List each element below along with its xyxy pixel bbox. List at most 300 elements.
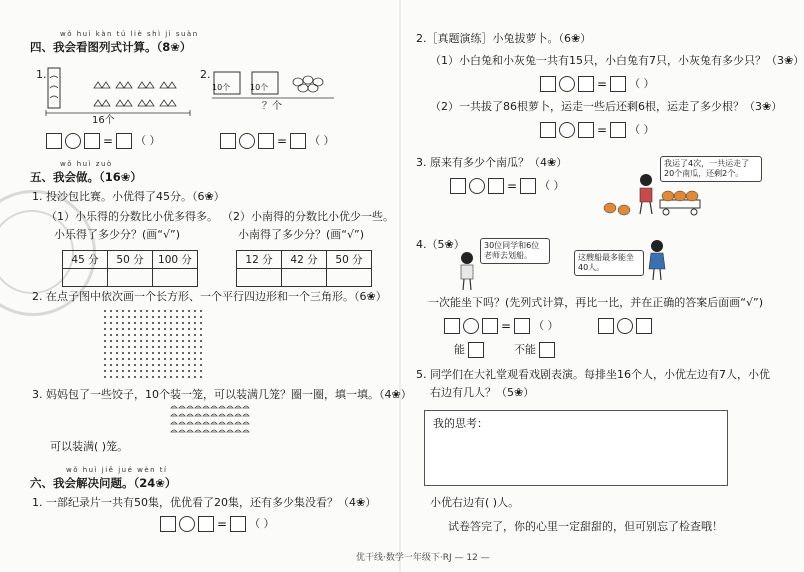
answer-box[interactable] <box>578 76 594 92</box>
dumpling-icon <box>195 406 201 408</box>
grid-dot <box>164 334 166 336</box>
grid-dot <box>104 322 106 324</box>
grid-dot <box>176 370 178 372</box>
r-q5-answer: 小优右边有( )人。 <box>430 496 520 509</box>
option-cell[interactable]: 45 分 <box>63 251 108 269</box>
p1-number: 1. <box>36 68 47 81</box>
grid-dot <box>182 322 184 324</box>
grid-dot <box>122 340 124 342</box>
grid-dot <box>164 352 166 354</box>
dumpling-icon <box>219 414 225 416</box>
answer-box[interactable] <box>520 178 536 194</box>
grid-dot <box>182 352 184 354</box>
dumpling-icon <box>243 430 249 432</box>
dot-grid[interactable] <box>104 310 206 382</box>
grid-dot <box>140 334 142 336</box>
p1-equation: = （ ） <box>46 133 161 149</box>
r-q4-text: 一次能坐下吗？(先列式计算，再比一比，并在正确的答案后面画“√”) <box>428 296 763 309</box>
operator-circle[interactable] <box>239 133 255 149</box>
closing-remark: 试卷答完了，你的心里一定甜甜的，但可别忘了检查哦！ <box>448 520 723 533</box>
thinking-area[interactable] <box>424 410 728 486</box>
grid-dot <box>146 346 148 348</box>
grid-dot <box>110 316 112 318</box>
grid-dot <box>176 346 178 348</box>
section5-pinyin: wǒ huì zuò <box>60 160 113 168</box>
grid-dot <box>122 328 124 330</box>
s5-q1a: （1）小乐得的分数比小优多得多。 <box>46 210 218 223</box>
page-fold <box>399 0 401 572</box>
grid-dot <box>194 316 196 318</box>
grid-dot <box>116 328 118 330</box>
operator-circle[interactable] <box>559 76 575 92</box>
grid-dot <box>158 352 160 354</box>
grid-dot <box>200 310 202 312</box>
dumpling-icon <box>203 430 209 432</box>
dumpling-icon <box>203 414 209 416</box>
grid-dot <box>128 310 130 312</box>
dumpling-icon <box>187 422 193 424</box>
answer-box[interactable] <box>84 133 100 149</box>
grid-dot <box>140 364 142 366</box>
grid-dot <box>146 334 148 336</box>
answer-box[interactable] <box>578 122 594 138</box>
grid-dot <box>176 334 178 336</box>
option-cell[interactable]: 42 分 <box>282 251 327 269</box>
r-q5-line1: 5. 同学们在大礼堂观看戏剧表演。每排坐16个人，小优左边有7人，小优 <box>416 368 770 381</box>
grid-dot <box>188 334 190 336</box>
grid-dot <box>176 322 178 324</box>
s6-q1: 1. 一部纪录片一共有50集，优优看了20集，还有多少集没看？（4❀） <box>32 496 377 509</box>
grid-dot <box>170 346 172 348</box>
flower-icon: ❀ <box>391 388 401 401</box>
s5-q1b: （2）小南得的分数比小优少一些。 <box>222 210 394 223</box>
grid-dot <box>128 316 130 318</box>
grid-dot <box>134 316 136 318</box>
grid-dot <box>134 358 136 360</box>
grid-dot <box>110 328 112 330</box>
p2-number: 2. <box>200 68 211 81</box>
dumpling-icon <box>187 430 193 432</box>
grid-dot <box>110 352 112 354</box>
answer-box[interactable] <box>258 133 274 149</box>
dumpling-icon <box>243 406 249 408</box>
check-cell[interactable] <box>282 269 327 287</box>
flower-icon: ❀ <box>170 40 180 54</box>
grid-dot <box>176 328 178 330</box>
grid-dot <box>110 370 112 372</box>
grid-dot <box>152 364 154 366</box>
answer-box[interactable] <box>540 122 556 138</box>
grid-dot <box>140 346 142 348</box>
dumpling-icon <box>179 414 185 416</box>
grid-dot <box>140 310 142 312</box>
grid-dot <box>134 334 136 336</box>
grid-dot <box>104 370 106 372</box>
grid-dot <box>116 340 118 342</box>
dumpling-icon <box>171 430 177 432</box>
grid-dot <box>122 364 124 366</box>
grid-dot <box>146 364 148 366</box>
grid-dot <box>116 322 118 324</box>
grid-dot <box>194 358 196 360</box>
r-q2b: （2）一共拔了86根萝卜，运走一些后还剩6根，运走了多少根？（3❀） <box>430 100 783 113</box>
p2-label: ？个 <box>262 101 282 112</box>
grid-dot <box>122 370 124 372</box>
grid-dot <box>134 340 136 342</box>
answer-box[interactable] <box>450 178 466 194</box>
answer-box[interactable] <box>444 318 460 334</box>
grid-dot <box>188 340 190 342</box>
option-cell[interactable]: 12 分 <box>237 251 282 269</box>
answer-box[interactable] <box>116 133 132 149</box>
grid-dot <box>182 376 184 378</box>
grid-dot <box>188 310 190 312</box>
grid-dot <box>116 358 118 360</box>
grid-dot <box>152 334 154 336</box>
grid-dot <box>122 346 124 348</box>
grid-dot <box>200 316 202 318</box>
q4-bubble-1: 30位同学和6位老师去划船。 <box>480 238 550 264</box>
grid-dot <box>146 352 148 354</box>
answer-box[interactable] <box>610 122 626 138</box>
grid-dot <box>158 310 160 312</box>
s5-q1: 1. 投沙包比赛。小优得了45分。（6❀） <box>32 190 225 203</box>
grid-dot <box>194 346 196 348</box>
answer-box[interactable] <box>230 516 246 532</box>
r-q2b-equation: = （ ） <box>540 122 655 138</box>
grid-dot <box>152 358 154 360</box>
dumpling-icon <box>211 414 217 416</box>
flower-icon: ❀ <box>514 386 524 399</box>
grid-dot <box>188 322 190 324</box>
grid-dot <box>194 310 196 312</box>
dumpling-icon <box>195 430 201 432</box>
dumpling-icon <box>227 406 233 408</box>
grid-dot <box>164 322 166 324</box>
grid-dot <box>128 340 130 342</box>
grid-dot <box>128 364 130 366</box>
operator-circle[interactable] <box>559 122 575 138</box>
answer-box[interactable] <box>198 516 214 532</box>
grid-dot <box>200 364 202 366</box>
option-cell[interactable]: 50 分 <box>108 251 153 269</box>
grid-dot <box>176 316 178 318</box>
grid-dot <box>176 358 178 360</box>
grid-dot <box>134 370 136 372</box>
grid-dot <box>110 376 112 378</box>
grid-dot <box>194 328 196 330</box>
dumpling-icon <box>235 430 241 432</box>
grid-dot <box>158 346 160 348</box>
check-cell[interactable] <box>153 269 198 287</box>
grid-dot <box>140 370 142 372</box>
cannot-checkbox[interactable] <box>539 342 555 358</box>
grid-dot <box>170 358 172 360</box>
grid-dot <box>110 340 112 342</box>
answer-box[interactable] <box>482 318 498 334</box>
answer-box[interactable] <box>290 133 306 149</box>
p2-box2-label: 10个 <box>250 83 269 92</box>
grid-dot <box>128 352 130 354</box>
grid-dot <box>158 340 160 342</box>
grid-dot <box>158 364 160 366</box>
grid-dot <box>188 376 190 378</box>
grid-dot <box>116 376 118 378</box>
dumpling-icon <box>227 430 233 432</box>
grid-dot <box>134 376 136 378</box>
grid-dot <box>104 310 106 312</box>
grid-dot <box>158 322 160 324</box>
flower-icon: ❀ <box>355 496 366 509</box>
answer-box[interactable] <box>598 318 614 334</box>
thinking-label: 我的思考： <box>433 417 488 430</box>
grid-dot <box>128 334 130 336</box>
grid-dot <box>188 370 190 372</box>
grid-dot <box>170 340 172 342</box>
dumpling-icon <box>227 422 233 424</box>
grid-dot <box>182 334 184 336</box>
flower-icon: ❀ <box>547 156 557 169</box>
option-cell[interactable]: 50 分 <box>327 251 372 269</box>
grid-dot <box>188 352 190 354</box>
r-q3-equation: = （ ） <box>450 178 565 194</box>
grid-dot <box>182 328 184 330</box>
grid-dot <box>140 328 142 330</box>
flower-icon: ❀ <box>444 238 454 251</box>
grid-dot <box>122 334 124 336</box>
dumpling-icon <box>211 406 217 408</box>
grid-dot <box>194 340 196 342</box>
flower-icon: ❀ <box>120 170 131 184</box>
grid-dot <box>170 328 172 330</box>
grid-dot <box>158 370 160 372</box>
grid-dot <box>122 316 124 318</box>
grid-dot <box>152 316 154 318</box>
q3-speech-bubble: 我运了4次，一共运走了20个南瓜，还剩2个。 <box>660 156 762 182</box>
grid-dot <box>116 334 118 336</box>
grid-dot <box>116 352 118 354</box>
grid-dot <box>104 316 106 318</box>
check-cell[interactable] <box>108 269 153 287</box>
p1-label: 16个 <box>92 115 115 126</box>
grid-dot <box>164 364 166 366</box>
operator-circle[interactable] <box>65 133 81 149</box>
dumpling-icon <box>171 422 177 424</box>
grid-dot <box>170 334 172 336</box>
grid-dot <box>146 310 148 312</box>
answer-box[interactable] <box>46 133 62 149</box>
dumpling-icon <box>219 430 225 432</box>
grid-dot <box>140 352 142 354</box>
grid-dot <box>110 346 112 348</box>
grid-dot <box>140 322 142 324</box>
dumpling-icon <box>195 414 201 416</box>
check-cell[interactable] <box>327 269 372 287</box>
grid-dot <box>158 358 160 360</box>
grid-dot <box>116 316 118 318</box>
operator-circle[interactable] <box>179 516 195 532</box>
dumpling-icon <box>235 414 241 416</box>
dumpling-icon <box>179 430 185 432</box>
grid-dot <box>158 328 160 330</box>
answer-box[interactable] <box>220 133 236 149</box>
s5-q1a-2: 小乐得了多少分？(画“√”) <box>54 228 180 241</box>
grid-dot <box>152 352 154 354</box>
grid-dot <box>188 346 190 348</box>
grid-dot <box>110 364 112 366</box>
s5-q1b-2: 小南得了多少分？(画“√”) <box>238 228 364 241</box>
compare-circle[interactable] <box>617 318 633 334</box>
grid-dot <box>164 316 166 318</box>
dumpling-icon <box>171 414 177 416</box>
grid-dot <box>110 334 112 336</box>
grid-dot <box>200 376 202 378</box>
score-table-2 <box>236 250 372 287</box>
grid-dot <box>164 340 166 342</box>
grid-dot <box>158 376 160 378</box>
grid-dot <box>134 346 136 348</box>
grid-dot <box>188 316 190 318</box>
grid-dot <box>176 352 178 354</box>
grid-dot <box>110 358 112 360</box>
answer-box[interactable] <box>610 76 626 92</box>
grid-dot <box>182 364 184 366</box>
grid-dot <box>200 340 202 342</box>
dumpling-icon <box>219 406 225 408</box>
flower-icon: ❀ <box>784 54 794 67</box>
grid-dot <box>128 328 130 330</box>
grid-dot <box>128 322 130 324</box>
grid-dot <box>104 364 106 366</box>
dumpling-icon <box>243 414 249 416</box>
answer-box[interactable] <box>160 516 176 532</box>
check-cell[interactable] <box>63 269 108 287</box>
grid-dot <box>176 364 178 366</box>
answer-box[interactable] <box>540 76 556 92</box>
dumpling-icon <box>243 422 249 424</box>
grid-dot <box>128 376 130 378</box>
grid-dot <box>200 334 202 336</box>
grid-dot <box>140 358 142 360</box>
grid-dot <box>116 310 118 312</box>
r-q4-compare <box>598 318 652 334</box>
dumpling-icon <box>219 422 225 424</box>
dumpling-icon <box>227 414 233 416</box>
can-option: 能 <box>454 342 484 358</box>
grid-dot <box>200 328 202 330</box>
grid-dot <box>104 340 106 342</box>
dumpling-icon <box>187 414 193 416</box>
answer-box[interactable] <box>514 318 530 334</box>
grid-dot <box>182 346 184 348</box>
section6-title: 六、我会解决问题。（24❀） <box>30 476 177 490</box>
grid-dot <box>110 322 112 324</box>
operator-circle[interactable] <box>469 178 485 194</box>
dumpling-icon <box>179 406 185 408</box>
grid-dot <box>164 358 166 360</box>
r-q2a-equation: = （ ） <box>540 76 655 92</box>
dumpling-icon <box>211 430 217 432</box>
grid-dot <box>170 364 172 366</box>
grid-dot <box>152 328 154 330</box>
grid-dot <box>134 322 136 324</box>
grid-dot <box>122 310 124 312</box>
section4-pinyin: wǒ huì kàn tú liè shì jì suàn <box>60 30 199 38</box>
grid-dot <box>122 352 124 354</box>
option-cell[interactable]: 100 分 <box>153 251 198 269</box>
section4-title: 四、我会看图列式计算。（8❀） <box>30 40 192 54</box>
grid-dot <box>188 364 190 366</box>
grid-dot <box>128 346 130 348</box>
grid-dot <box>146 316 148 318</box>
r-q4-equation: = （ ） <box>444 318 559 334</box>
grid-dot <box>104 358 106 360</box>
girl-figure <box>644 238 670 282</box>
grid-dot <box>182 370 184 372</box>
dumpling-icon <box>211 422 217 424</box>
grid-dot <box>122 376 124 378</box>
grid-dot <box>140 340 142 342</box>
grid-dot <box>200 358 202 360</box>
grid-dot <box>152 322 154 324</box>
grid-dot <box>116 364 118 366</box>
grid-dot <box>182 358 184 360</box>
answer-box[interactable] <box>488 178 504 194</box>
dumpling-icon <box>195 422 201 424</box>
grid-dot <box>104 352 106 354</box>
flower-icon: ❀ <box>762 100 772 113</box>
operator-circle[interactable] <box>463 318 479 334</box>
grid-dot <box>158 334 160 336</box>
q4-bubble-2: 这艘船最多能坐40人。 <box>574 250 644 276</box>
grid-dot <box>146 358 148 360</box>
grid-dot <box>128 370 130 372</box>
grid-dot <box>146 322 148 324</box>
grid-dot <box>134 328 136 330</box>
grid-dot <box>158 316 160 318</box>
grid-dot <box>200 346 202 348</box>
grid-dot <box>182 340 184 342</box>
grid-dot <box>194 334 196 336</box>
can-checkbox[interactable] <box>468 342 484 358</box>
r-q2: 2.［真题演练］小兔拔萝卜。（6❀） <box>416 32 592 45</box>
p2-equation: = （ ） <box>220 133 335 149</box>
grid-dot <box>200 322 202 324</box>
score-table-1 <box>62 250 198 287</box>
grid-dot <box>134 364 136 366</box>
check-cell[interactable] <box>237 269 282 287</box>
grid-dot <box>194 322 196 324</box>
grid-dot <box>176 340 178 342</box>
grid-dot <box>152 346 154 348</box>
grid-dot <box>152 370 154 372</box>
s5-q3-answer: 可以装满( )笼。 <box>50 440 129 453</box>
p2-box1-label: 10个 <box>212 83 231 92</box>
grid-dot <box>164 328 166 330</box>
dumpling-icon <box>203 406 209 408</box>
grid-dot <box>182 316 184 318</box>
grid-dot <box>116 346 118 348</box>
grid-dot <box>170 370 172 372</box>
grid-dot <box>188 358 190 360</box>
grid-dot <box>152 310 154 312</box>
grid-dot <box>140 376 142 378</box>
dumpling-icon <box>235 406 241 408</box>
grid-dot <box>146 328 148 330</box>
r-q2a: （1）小白兔和小灰兔一共有15只，小白兔有7只，小灰兔有多少只？（3❀） <box>430 54 804 67</box>
dumpling-icon <box>179 422 185 424</box>
answer-box[interactable] <box>636 318 652 334</box>
